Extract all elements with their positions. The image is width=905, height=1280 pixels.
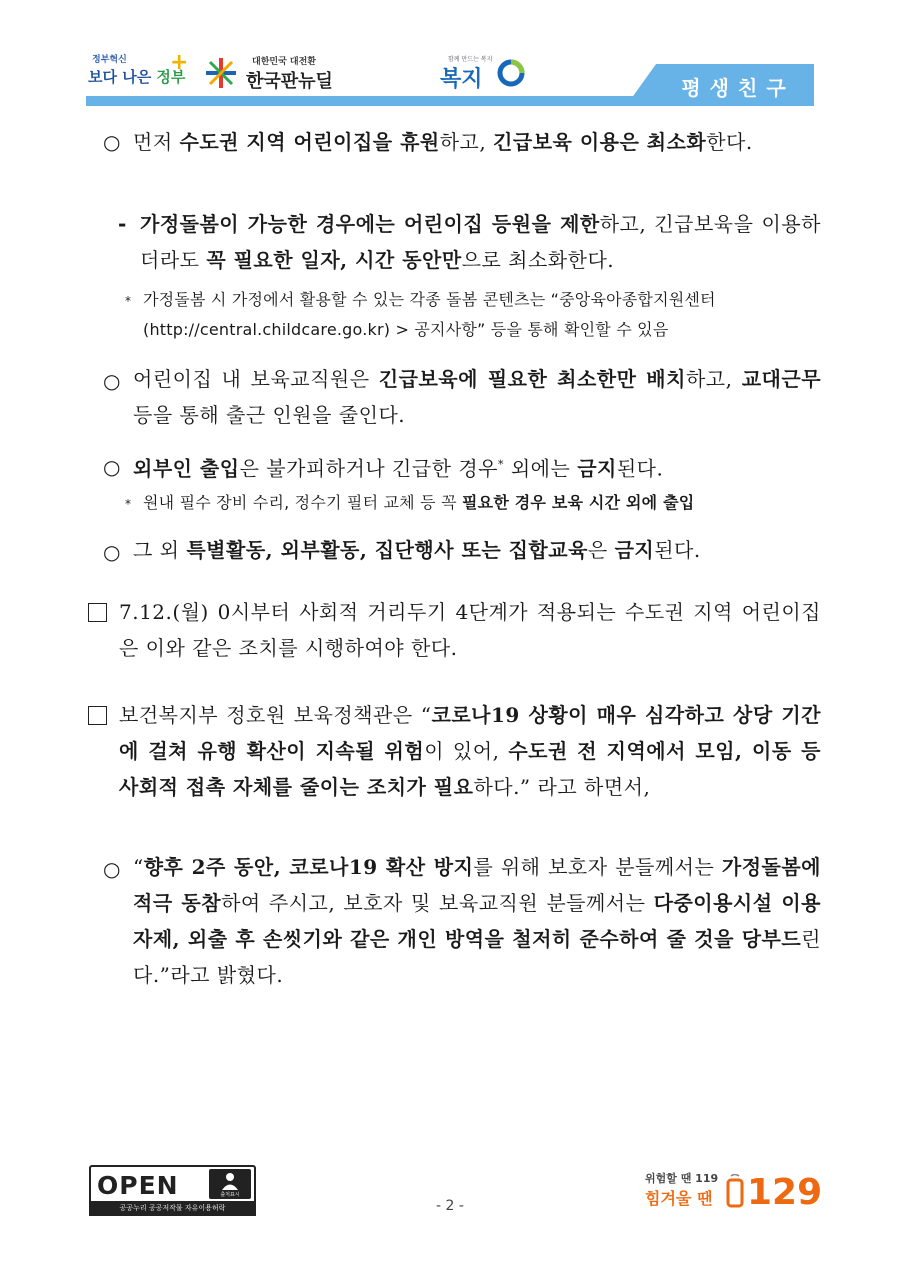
section-checkbox-square: [88, 603, 107, 622]
bullet-circle: ○: [103, 130, 121, 154]
attribution-icon: [209, 1169, 251, 1199]
page-header: [0, 0, 905, 112]
dash-bullet: -: [118, 212, 127, 236]
new-deal-line2: 한국판뉴딜: [246, 71, 333, 92]
paragraph-daycare-closure: 먼저 수도권 지역 어린이집을 휴원하고, 긴급보육 이용은 최소화한다.: [133, 130, 753, 154]
gov-logo-line2b: 정부: [156, 68, 186, 86]
paragraph-level4-application: 7.12.(월) 0시부터 사회적 거리두기 4단계가 적용되는 수도권 지역 어린이집은 이와 같은 조치를 시행하여야 한다.: [119, 600, 821, 660]
bullet-circle: ○: [103, 540, 121, 564]
hotline-129-logo: [645, 1160, 825, 1220]
plus-icon: +: [170, 50, 189, 75]
slogan-text: 평생친구: [681, 76, 795, 100]
new-deal-line1: 대한민국 대전환: [252, 57, 316, 67]
kogl-open-license-logo: [89, 1165, 254, 1215]
bullet-circle: ○: [103, 455, 121, 479]
gov-logo-line1: 정부혁신: [92, 55, 127, 65]
open-badge: [89, 1165, 256, 1205]
bullet-circle: ○: [103, 857, 121, 881]
korean-new-deal-logo: [204, 52, 374, 96]
hotline-line2: 힘겨울 땐: [645, 1189, 713, 1208]
paragraph-outsider-entry: 외부인 출입은 불가피하거나 긴급한 경우* 외에는 금지된다.: [133, 456, 664, 481]
footnote-star: *: [125, 497, 131, 511]
footnote-entry-exception: 원내 필수 장비 수리, 정수기 필터 교체 등 꼭 필요한 경우 보육 시간 외에 출입: [143, 493, 695, 512]
hotline-line1: 위험할 땐 119: [645, 1172, 719, 1185]
paragraph-staff: 어린이집 내 보육교직원은 긴급보육에 필요한 최소한만 배치하고, 교대근무 등을 통해 출근 인원을 줄인다.: [133, 367, 822, 427]
bokji-logo-text: 복지: [440, 67, 483, 92]
attribution-label: 출처표시: [220, 1192, 240, 1198]
bullet-circle: ○: [103, 369, 121, 393]
person-icon: [209, 1169, 251, 1191]
hotline-number: 129: [747, 1172, 823, 1213]
paragraph-activities-banned: 그 외 특별활동, 외부활동, 집단행사 또는 집합교육은 금지된다.: [133, 538, 701, 562]
bokji-ring-icon: [496, 58, 526, 88]
page-number: - 2 -: [436, 1198, 464, 1214]
footnote-star: *: [125, 294, 131, 308]
gov-logo-line2a: 보다 나은: [88, 68, 152, 86]
paragraph-official-quote: 보건복지부 정호원 보육정책관은 “코로나19 상황이 매우 심각하고 상당 기간에 걸쳐 유행 확산이 지속될 위험이 있어, 수도권 전 지역에서 모임, 이동 등 사회적 접촉 자체를 줄이는 조치가 필요하다.” 라고 하면서,: [119, 703, 821, 799]
footnote-line1: 가정돌봄 시 가정에서 활용할 수 있는 각종 돌봄 콘텐츠는 “중앙육아종합지원센터: [143, 290, 716, 309]
footnote-care-content: [143, 285, 716, 345]
paragraph-guardian-request: “향후 2주 동안, 코로나19 확산 방지를 위해 보호자 분들께서는 가정돌봄에 적극 동참하여 주시고, 보호자 및 보육교직원 분들께서는 다중이용시설 이용 자제, 외출 후 손씻기와 같은 개인 방역을 철저히 준수하여 줄 것을 당부드린다.”라고 밝혔다.: [133, 855, 821, 987]
section-checkbox-square: [88, 706, 107, 725]
bokji-logo-small: 함께 만드는 복지: [448, 56, 493, 63]
phone-icon: [725, 1174, 745, 1210]
footnote-line2: (http://central.childcare.go.kr) > 공지사항” 등을 통해 확인할 수 있음: [143, 320, 669, 339]
gov-innovation-logo: [88, 50, 188, 96]
paragraph-home-care: 가정돌봄이 가능한 경우에는 어린이집 등원을 제한하고, 긴급보육을 이용하더라도 꼭 필요한 일자, 시간 동안만으로 최소화한다.: [140, 212, 821, 272]
open-text: OPEN: [97, 1171, 179, 1200]
new-deal-star-icon: [204, 56, 238, 90]
bokji-logo: [440, 52, 530, 96]
open-caption: 공공누리 공공저작물 자유이용허락: [89, 1201, 256, 1216]
